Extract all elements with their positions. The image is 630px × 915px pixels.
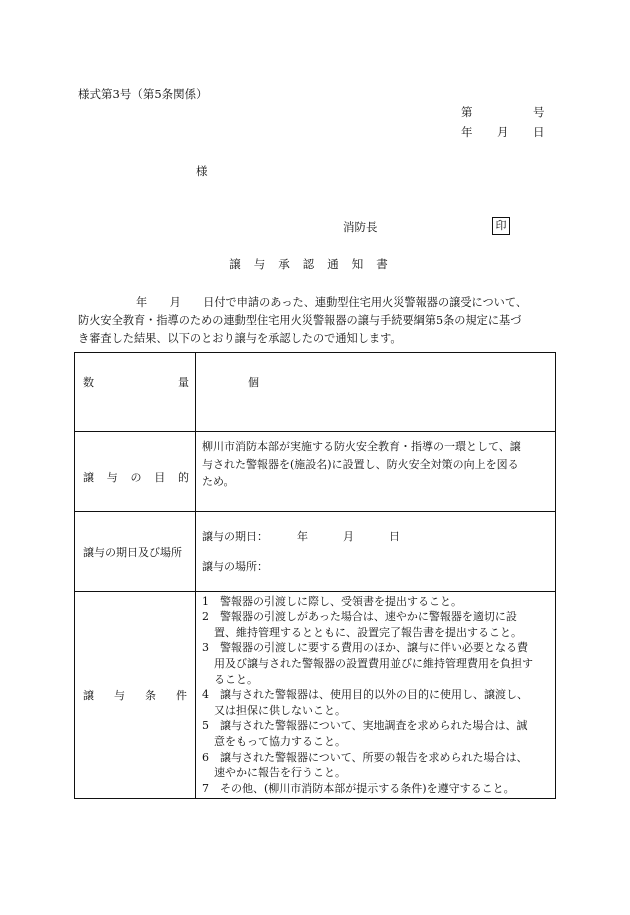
period-date-label: 譲与の期日： [202, 529, 268, 543]
table-row-quantity [75, 353, 556, 432]
table-row-period [75, 512, 556, 592]
condition-line: ること。 [214, 672, 258, 686]
conditions-list [196, 594, 555, 797]
conditions-label-char: 条 [145, 689, 156, 702]
period-label-cell [75, 512, 196, 592]
intro-paragraph [78, 294, 558, 348]
approval-table [74, 352, 556, 799]
conditions-label-cell [75, 592, 196, 799]
conditions-label-char: 件 [176, 689, 187, 702]
intro-line: 年 月 日付で申請のあった、連動型住宅用火災警報器の譲受について、 [136, 296, 528, 309]
purpose-label-char: 与 [106, 470, 118, 484]
purpose-label-char: 的 [178, 470, 189, 484]
condition-line: 速やかに報告を行うこと。 [214, 766, 346, 780]
purpose-text-line: 柳川市消防本部が実施する防火安全教育・指導の一環として、譲 [202, 440, 521, 454]
condition-line: 7 その他、(柳川市消防本部が提示する条件)を遵守すること。 [202, 781, 515, 795]
document-title: 譲与承認通知書 [229, 257, 401, 271]
period-day: 日 [389, 529, 400, 543]
purpose-text-cell [196, 432, 556, 512]
addressee-suffix: 様 [196, 164, 208, 178]
date-day: 日 [533, 125, 545, 139]
condition-line: 置、維持管理するとともに、設置完了報告書を提出すること。 [214, 625, 522, 639]
intro-line: き審査した結果、以下のとおり譲与を承認したので通知します。 [78, 332, 402, 345]
condition-line: 3 警報器の引渡しに要する費用のほか、譲与に伴い必要となる費 [202, 641, 528, 655]
condition-line: 2 警報器の引渡しがあった場合は、速やかに警報器を適切に設 [202, 610, 517, 624]
conditions-text-cell [196, 592, 556, 799]
condition-line: 6 譲与された警報器について、所要の報告を求められた場合は、 [202, 750, 528, 764]
period-month: 月 [343, 529, 354, 543]
conditions-label-char: 与 [114, 689, 125, 702]
table-row-purpose [75, 432, 556, 512]
form-number: 様式第3号（第5条関係） [78, 87, 208, 101]
number-dai: 第 [461, 105, 473, 119]
condition-line: 4 譲与された警報器は、使用目的以外の目的に使用し、譲渡し、 [202, 688, 528, 702]
date-month: 月 [497, 125, 509, 139]
period-year: 年 [297, 529, 308, 543]
condition-line: 1 警報器の引渡しに際し、受領書を提出すること。 [202, 594, 462, 608]
condition-line: 意をもって協力すること。 [214, 734, 346, 748]
quantity-label-a: 数 [83, 376, 94, 389]
date-year: 年 [461, 125, 473, 139]
conditions-label-char: 譲 [83, 689, 94, 702]
condition-line: 5 譲与された警報器について、実地調査を求められた場合は、誠 [202, 719, 528, 733]
quantity-label-cell [75, 353, 196, 432]
purpose-label-char: の [130, 470, 142, 484]
quantity-label-b: 量 [178, 376, 189, 389]
purpose-text-line: ため。 [202, 475, 235, 489]
purpose-text-line: 与された警報器を(施設名)に設置し、防火安全対策の向上を図る [202, 457, 519, 471]
intro-line: 防火安全教育・指導のための連動型住宅用火災警報器の譲与手続要綱第5条の規定に基づ [78, 314, 522, 327]
condition-line: 用及び譲与された警報器の設置費用並びに維持管理費用を負担す [214, 657, 533, 671]
table-row-conditions [75, 592, 556, 799]
period-label: 譲与の期日及び場所 [83, 545, 182, 559]
number-go: 号 [533, 105, 545, 119]
quantity-value-cell [196, 353, 556, 432]
quantity-unit: 個 [248, 376, 259, 389]
seal-stamp: 印 [492, 217, 510, 235]
period-value-cell [196, 512, 556, 592]
purpose-label-char: 譲 [83, 470, 94, 484]
issuer: 消防長 [343, 220, 378, 234]
period-place-label: 譲与の場所： [202, 559, 268, 573]
purpose-label-char: 目 [154, 470, 166, 484]
purpose-label-cell [75, 432, 196, 512]
condition-line: 又は担保に供しないこと。 [214, 703, 346, 717]
